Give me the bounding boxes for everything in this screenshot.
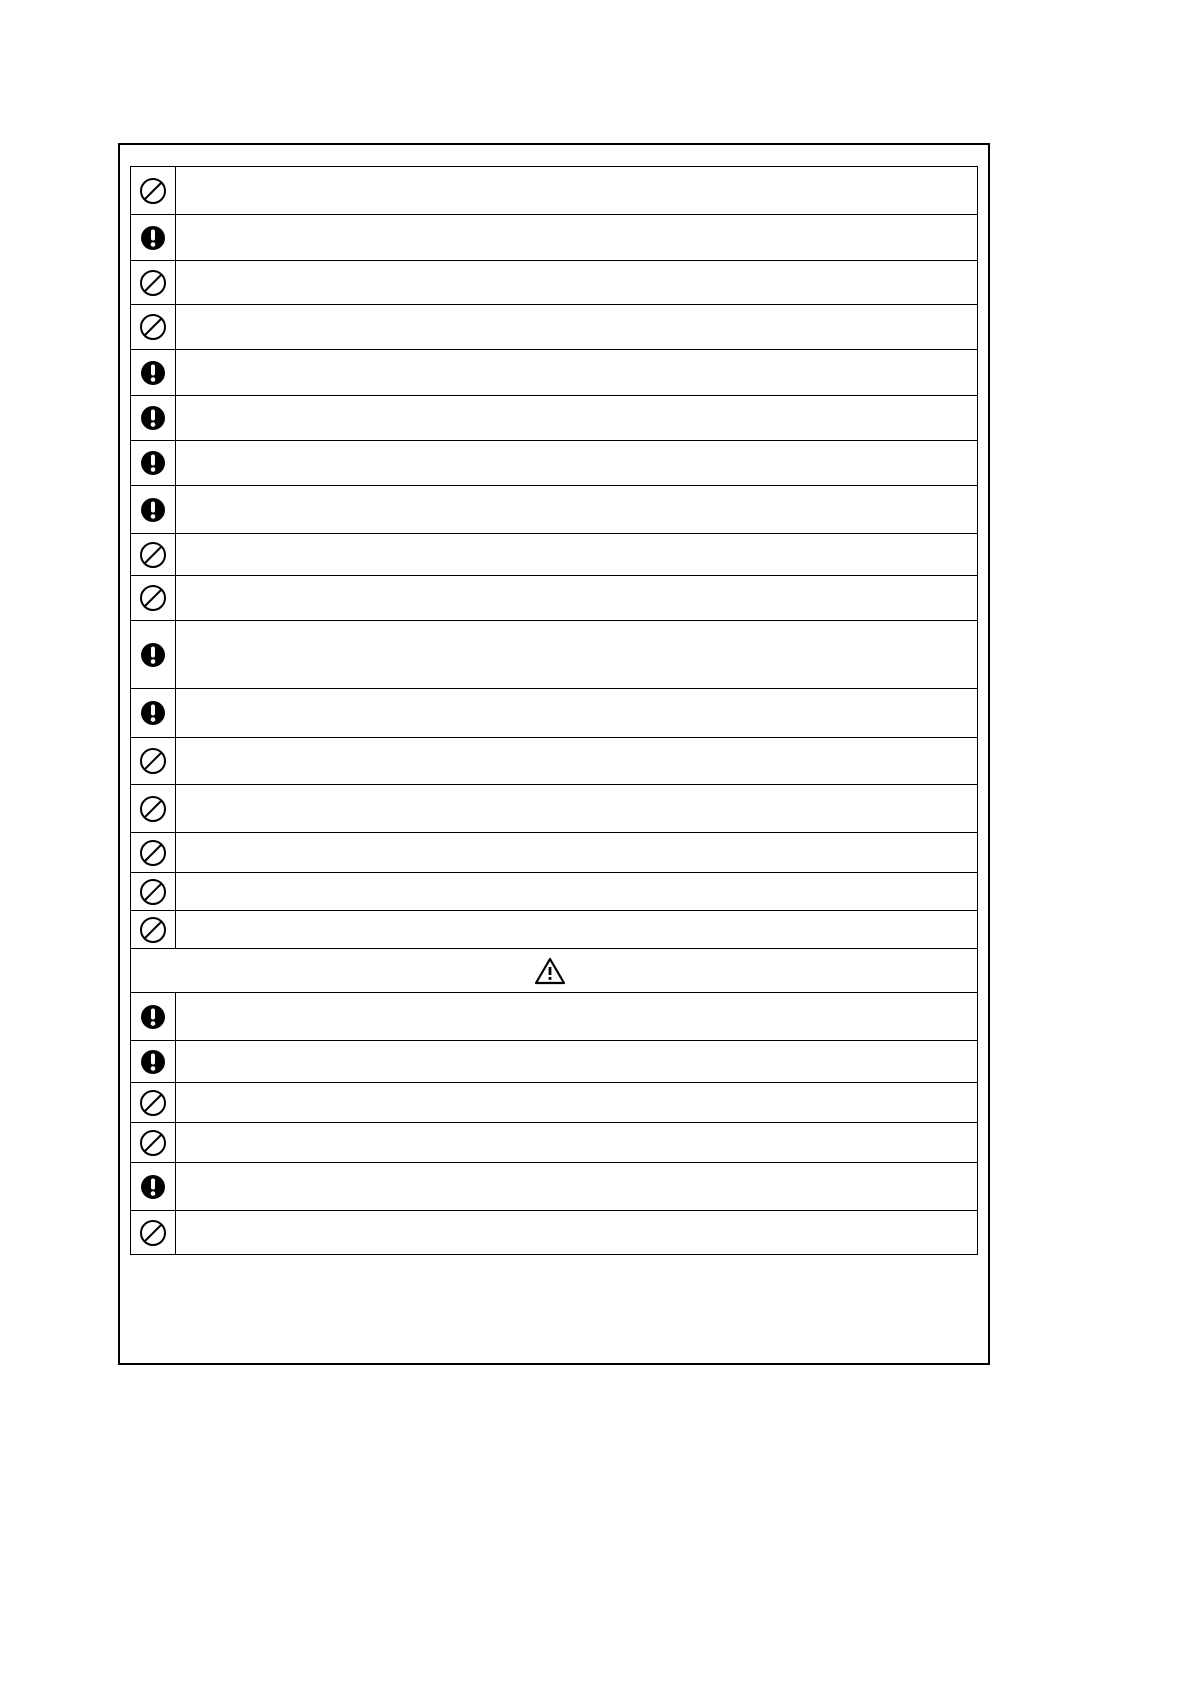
table-row — [131, 1211, 978, 1255]
caution-section-header-row — [131, 949, 978, 993]
table-row — [131, 305, 978, 350]
notice-text — [176, 167, 978, 215]
exclamation-icon — [131, 350, 176, 396]
table-row — [131, 215, 978, 261]
table-row — [131, 1163, 978, 1211]
table-row — [131, 911, 978, 949]
table-row — [131, 1083, 978, 1123]
table-row — [131, 396, 978, 441]
notice-text — [176, 738, 978, 785]
safety-notice-table — [130, 166, 978, 1255]
safety-notice-body — [131, 167, 978, 1255]
safety-notice-frame — [118, 143, 990, 1365]
notice-text — [176, 873, 978, 911]
table-row — [131, 621, 978, 689]
exclamation-icon — [131, 689, 176, 738]
table-row — [131, 873, 978, 911]
notice-text — [176, 350, 978, 396]
table-row — [131, 738, 978, 785]
exclamation-icon — [131, 621, 176, 689]
prohibition-icon — [131, 833, 176, 873]
table-row — [131, 785, 978, 833]
caution-section-header — [131, 949, 978, 993]
notice-text — [176, 396, 978, 441]
table-row — [131, 993, 978, 1041]
table-row — [131, 350, 978, 396]
exclamation-icon — [131, 1163, 176, 1211]
notice-text — [176, 261, 978, 305]
table-row — [131, 1123, 978, 1163]
notice-text — [176, 576, 978, 621]
prohibition-icon — [131, 167, 176, 215]
table-row — [131, 167, 978, 215]
prohibition-icon — [131, 534, 176, 576]
notice-text — [176, 1041, 978, 1083]
notice-text — [176, 486, 978, 534]
notice-text — [176, 1211, 978, 1255]
exclamation-icon — [131, 396, 176, 441]
exclamation-icon — [131, 1041, 176, 1083]
notice-text — [176, 1083, 978, 1123]
notice-text — [176, 833, 978, 873]
prohibition-icon — [131, 738, 176, 785]
exclamation-icon — [131, 441, 176, 486]
prohibition-icon — [131, 911, 176, 949]
table-row — [131, 441, 978, 486]
notice-text — [176, 1123, 978, 1163]
notice-text — [176, 441, 978, 486]
table-row — [131, 1041, 978, 1083]
notice-text — [176, 785, 978, 833]
exclamation-icon — [131, 215, 176, 261]
notice-text — [176, 993, 978, 1041]
prohibition-icon — [131, 785, 176, 833]
exclamation-icon — [131, 993, 176, 1041]
table-row — [131, 534, 978, 576]
notice-text — [176, 534, 978, 576]
notice-text — [176, 689, 978, 738]
warning-triangle-icon — [534, 957, 566, 985]
notice-text — [176, 215, 978, 261]
notice-text — [176, 1163, 978, 1211]
notice-text — [176, 305, 978, 350]
table-row — [131, 833, 978, 873]
table-row — [131, 486, 978, 534]
table-row — [131, 576, 978, 621]
prohibition-icon — [131, 261, 176, 305]
notice-text — [176, 621, 978, 689]
notice-text — [176, 911, 978, 949]
prohibition-icon — [131, 1083, 176, 1123]
prohibition-icon — [131, 576, 176, 621]
prohibition-icon — [131, 873, 176, 911]
prohibition-icon — [131, 305, 176, 350]
prohibition-icon — [131, 1123, 176, 1163]
table-row — [131, 689, 978, 738]
table-row — [131, 261, 978, 305]
prohibition-icon — [131, 1211, 176, 1255]
exclamation-icon — [131, 486, 176, 534]
